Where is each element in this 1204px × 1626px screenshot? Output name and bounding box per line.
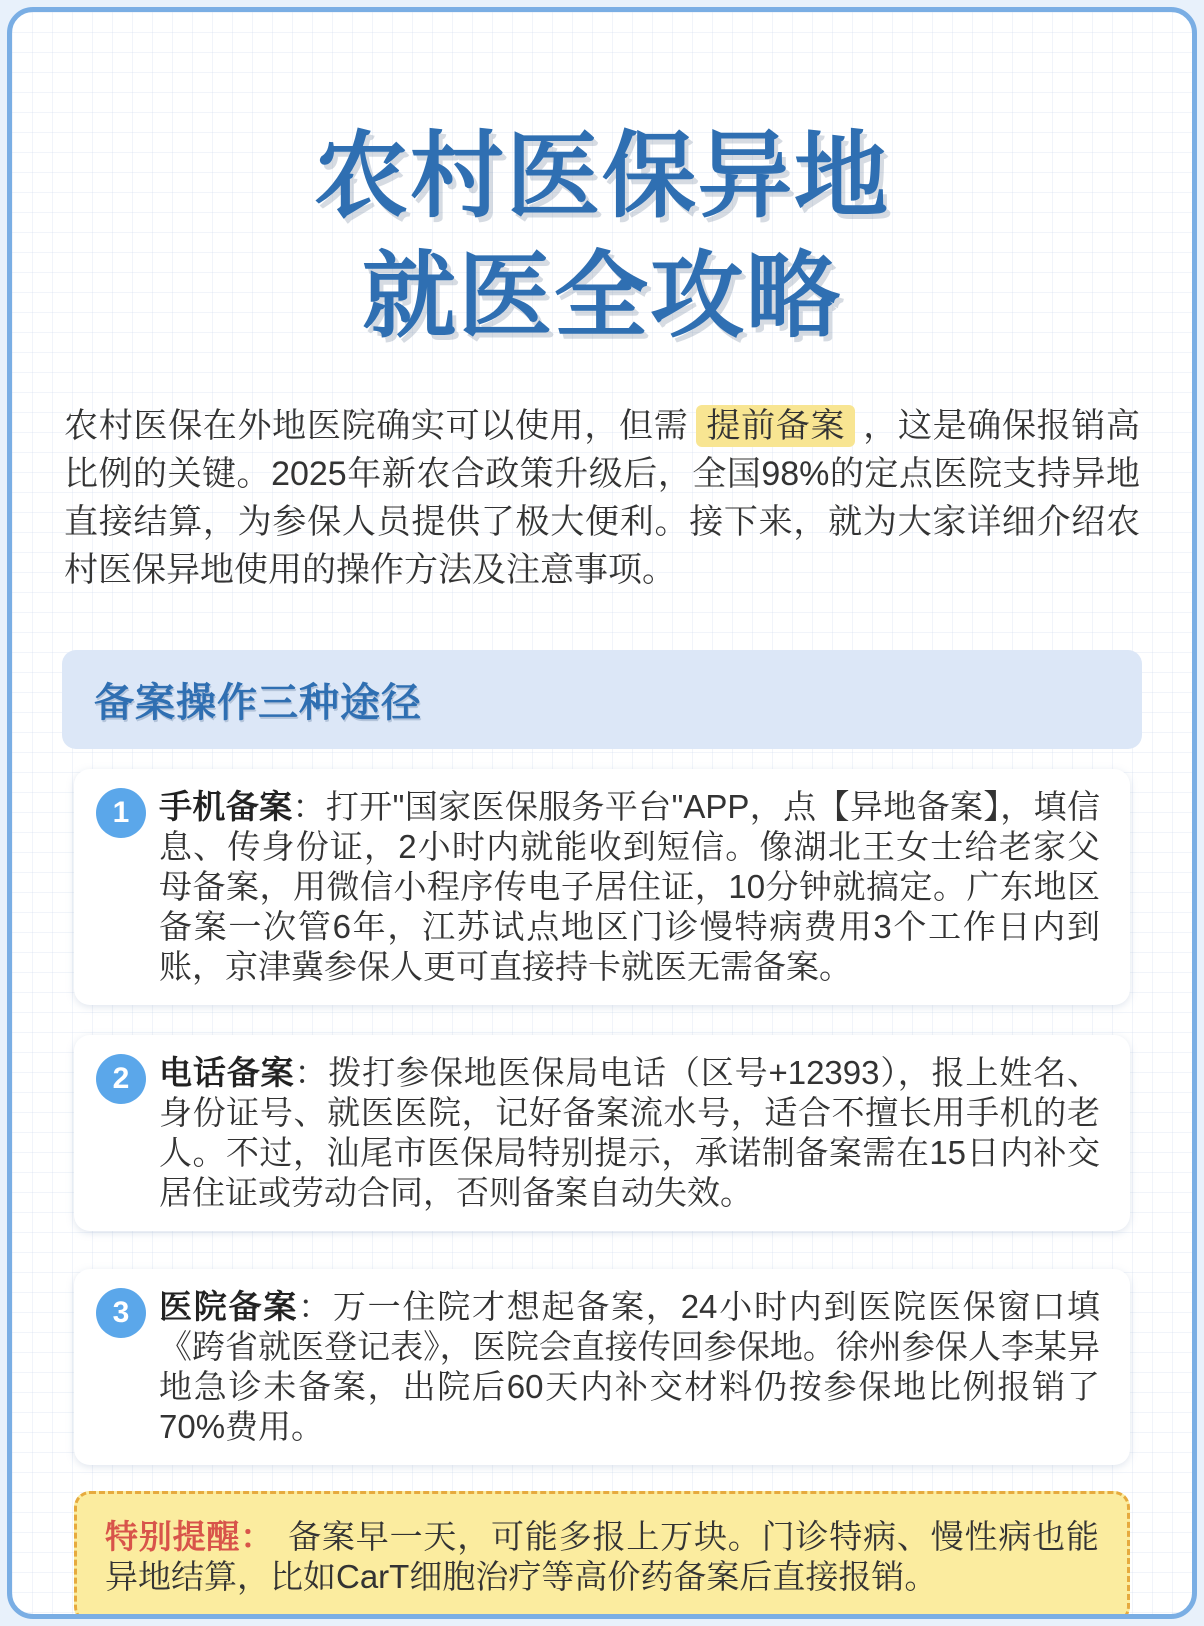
- item-card-phone-app: [74, 769, 1130, 1005]
- reminder-label: 特别提醒：: [105, 1518, 275, 1555]
- item-3-label: 医院备案: [159, 1288, 299, 1325]
- item-3-body: ：万一住院才想起备案，24小时内到医院医保窗口填《跨省就医登记表》，医院会直接传回参保地。徐州参保人李某异地急诊未备案，出院后60天内补交材料仍按参保地比例报销了70%费用。: [159, 1288, 1100, 1445]
- title-line-1: 农村医保异地: [313, 123, 890, 228]
- reminder-text: 备案早一天，可能多报上万块。门诊特病、慢性病也能异地结算，比如CarT细胞治疗等高价药备案后直接报销。: [105, 1518, 1100, 1595]
- item-2-label: 电话备案: [159, 1054, 295, 1091]
- intro-paragraph: [64, 402, 1140, 594]
- highlight-term: 提前备案: [696, 405, 855, 447]
- reminder-callout: [74, 1491, 1130, 1619]
- page-card: [7, 7, 1197, 1619]
- item-1-number-badge: 1: [96, 788, 146, 838]
- item-2-number-badge: 2: [96, 1054, 146, 1104]
- main-title: [62, 116, 1142, 356]
- intro-text-after: ，这是确保报销高比例的关键。2025年新农合政策升级后，全国98%的定点医院支持异地直接结算，为参保人员提供了极大便利。接下来，就为大家详细介绍农村医保异地使用的操作方法及注意事项。: [64, 407, 1141, 589]
- section-header: 备案操作三种途径: [62, 650, 1142, 749]
- item-1-label: 手机备案: [159, 788, 293, 825]
- item-1-text: [159, 787, 1100, 987]
- item-2-text: [159, 1053, 1100, 1213]
- item-card-hospital: [74, 1269, 1130, 1465]
- item-1-body: ：打开"国家医保服务平台"APP，点【异地备案】，填信息、传身份证，2小时内就能收到短信。像湖北王女士给老家父母备案，用微信小程序传电子居住证，10分钟就搞定。广东地区备案一次管6年，江苏试点地区门诊慢特病费用3个工作日内到账，京津冀参保人更可直接持卡就医无需备案。: [159, 788, 1101, 985]
- content-area: [12, 116, 1192, 1619]
- item-3-number-badge: 3: [96, 1288, 146, 1338]
- item-card-telephone: [74, 1035, 1130, 1231]
- item-3-text: [159, 1287, 1100, 1447]
- item-2-body: ：拨打参保地医保局电话（区号+12393），报上姓名、身份证号、就医医院，记好备案流水号，适合不擅长用手机的老人。不过，汕尾市医保局特别提示，承诺制备案需在15日内补交居住证或劳动合同，否则备案自动失效。: [159, 1054, 1100, 1211]
- title-line-2: 就医全攻略: [361, 243, 842, 348]
- intro-text-before: 农村医保在外地医院确实可以使用，但需: [64, 407, 689, 445]
